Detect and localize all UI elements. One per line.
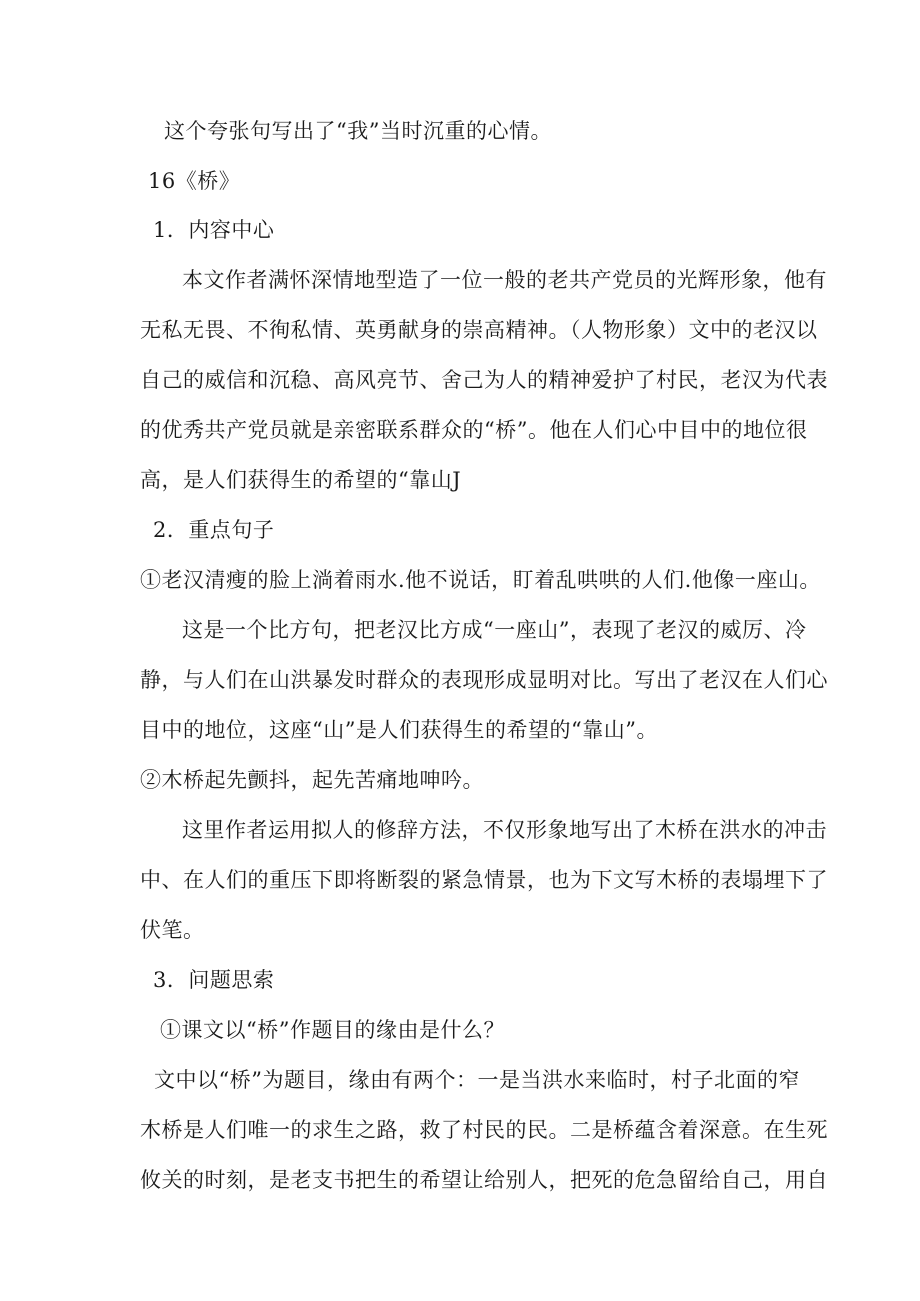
quoted-sentence: ①老汉清瘦的脸上淌着雨水.他不说话，盯着乱哄哄的人们.他像一座山。	[140, 568, 821, 592]
section-title: 16《桥》	[148, 169, 241, 193]
paragraph-line: 静，与人们在山洪暴发时群众的表现形成显明对比。写出了老汉在人们心	[140, 668, 828, 692]
question-line: ①课文以“桥”作题目的缘由是什么？	[160, 1018, 505, 1042]
paragraph-line: 伏笔。	[140, 918, 205, 942]
paragraph-line: 本文作者满怀深情地型造了一位一般的老共产党员的光辉形象，他有	[182, 268, 827, 292]
quoted-sentence: ②木桥起先颤抖，起先苦痛地呻吟。	[140, 768, 484, 792]
paragraph-line: 的优秀共产党员就是亲密联系群众的“桥”。他在人们心中目中的地位很	[140, 418, 808, 442]
paragraph-line: 这里作者运用拟人的修辞方法，不仅形象地写出了木桥在洪水的冲击	[182, 818, 827, 842]
paragraph-line: 这是一个比方句，把老汉比方成“一座山”，表现了老汉的威厉、冷	[182, 618, 807, 642]
subsection-heading: 3．问题思索	[153, 968, 275, 992]
paragraph-line: 文中以“桥”为题目，缘由有两个：一是当洪水来临时，村子北面的窄	[154, 1068, 800, 1092]
paragraph-line: 攸关的时刻，是老支书把生的希望让给别人，把死的危急留给自己，用自	[140, 1168, 828, 1192]
paragraph-line: 自己的威信和沉稳、高风亮节、舍己为人的精神爱护了村民，老汉为代表	[140, 368, 828, 392]
paragraph-line: 目中的地位，这座“山”是人们获得生的希望的“靠山”。	[140, 718, 658, 742]
text-line: 这个夸张句写出了“我”当时沉重的心情。	[164, 119, 552, 143]
paragraph-line: 无私无畏、不徇私情、英勇献身的崇高精神。（人物形象）文中的老汉以	[140, 318, 818, 342]
subsection-heading: 1．内容中心	[153, 218, 275, 242]
paragraph-line: 木桥是人们唯一的求生之路，救了村民的民。二是桥蕴含着深意。在生死	[140, 1118, 828, 1142]
paragraph-line: 高，是人们获得生的希望的“靠山J	[140, 468, 462, 492]
paragraph-line: 中、在人们的重压下即将断裂的紧急情景，也为下文写木桥的表塌埋下了	[140, 868, 828, 892]
subsection-heading: 2．重点句子	[153, 518, 275, 542]
